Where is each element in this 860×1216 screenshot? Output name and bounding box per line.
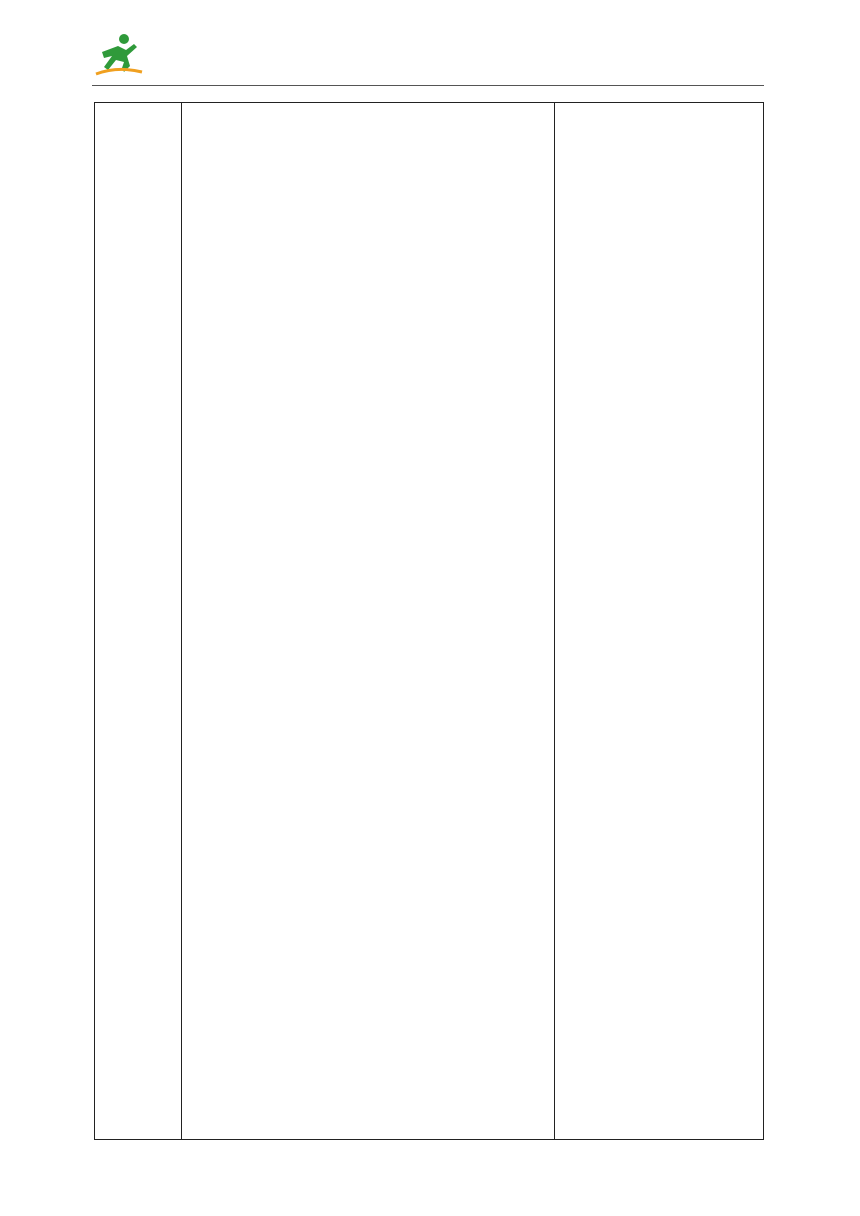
page-header <box>92 30 764 90</box>
section-heading <box>189 150 545 173</box>
section-subheading <box>189 173 545 196</box>
header-divider <box>92 85 764 86</box>
runner-logo-icon <box>94 32 144 78</box>
logo <box>92 30 272 80</box>
column-divider-1 <box>181 103 182 1139</box>
lesson-table <box>94 102 764 1140</box>
column-divider-2 <box>554 103 555 1139</box>
teaching-content-column <box>189 105 545 195</box>
